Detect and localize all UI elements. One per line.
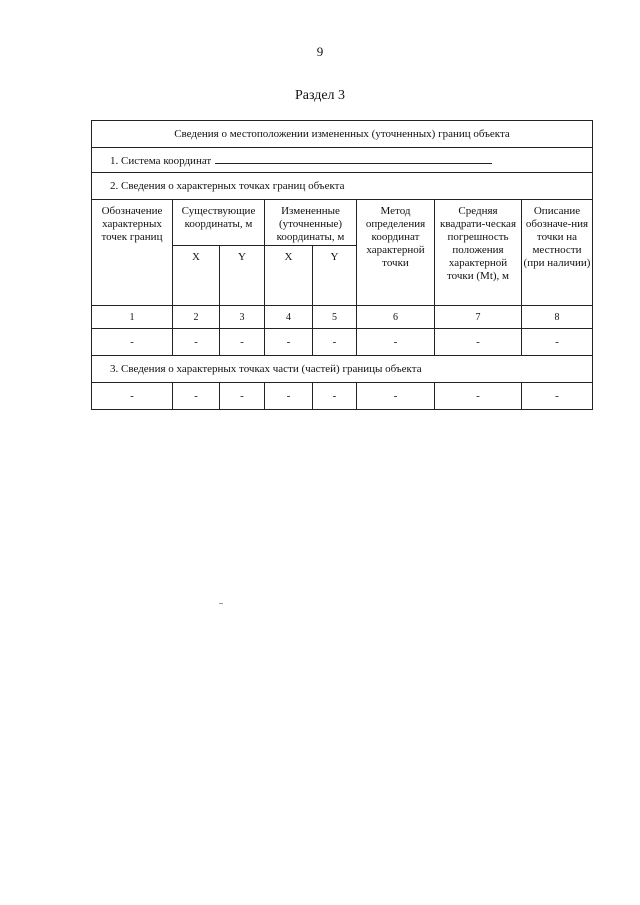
table-cell: -	[357, 329, 435, 356]
header-existing-y: Y	[220, 246, 265, 306]
boundary-table	[91, 120, 593, 410]
table-cell: -	[522, 383, 593, 410]
table-cell: -	[265, 383, 313, 410]
header-existing-coordinates: Существующие координаты, м	[173, 200, 265, 246]
table-cell: -	[220, 383, 265, 410]
column-number: 6	[357, 306, 435, 329]
table-cell: -	[220, 329, 265, 356]
column-number: 8	[522, 306, 593, 329]
table-cell: -	[313, 383, 357, 410]
page-number: 9	[316, 44, 324, 59]
scan-speck	[219, 603, 223, 604]
table-cell: -	[357, 383, 435, 410]
header-changed-coordinates: Измененные (уточненные) координаты, м	[265, 200, 357, 246]
header-changed-x: X	[265, 246, 313, 306]
coordinate-system-label: 1. Система координат	[110, 155, 212, 167]
table-cell: -	[265, 329, 313, 356]
points-section-title: 2. Сведения о характерных точках границ объекта	[92, 173, 593, 200]
header-mean-error: Средняя квадрати-ческая погрешность положения характерной точки (Mt), м	[435, 200, 522, 306]
table-cell: -	[173, 383, 220, 410]
table-cell: -	[313, 329, 357, 356]
column-number: 5	[313, 306, 357, 329]
header-existing-x: X	[173, 246, 220, 306]
table-cell: -	[522, 329, 593, 356]
table-cell: -	[92, 383, 173, 410]
table-caption: Сведения о местоположении измененных (уточненных) границ объекта	[92, 121, 593, 148]
column-number-row	[92, 306, 593, 329]
part-points-section-title: 3. Сведения о характерных точках части (частей) границы объекта	[92, 356, 593, 383]
column-number: 3	[220, 306, 265, 329]
section-title: Раздел 3	[294, 88, 346, 103]
column-number: 2	[173, 306, 220, 329]
table-cell: -	[435, 383, 522, 410]
header-description: Описание обозначе-ния точки на местности (при наличии)	[522, 200, 593, 306]
coordinate-system-row	[92, 148, 593, 173]
header-changed-y: Y	[313, 246, 357, 306]
column-number: 1	[92, 306, 173, 329]
table-cell: -	[173, 329, 220, 356]
points-data-row	[92, 329, 593, 356]
part-points-data-row	[92, 383, 593, 410]
column-number: 7	[435, 306, 522, 329]
column-number: 4	[265, 306, 313, 329]
header-method: Метод определения координат характерной точки	[357, 200, 435, 306]
coordinate-system-blank-line	[215, 152, 492, 164]
table-cell: -	[435, 329, 522, 356]
table-cell: -	[92, 329, 173, 356]
header-designation: Обозначение характерных точек границ	[92, 200, 173, 306]
